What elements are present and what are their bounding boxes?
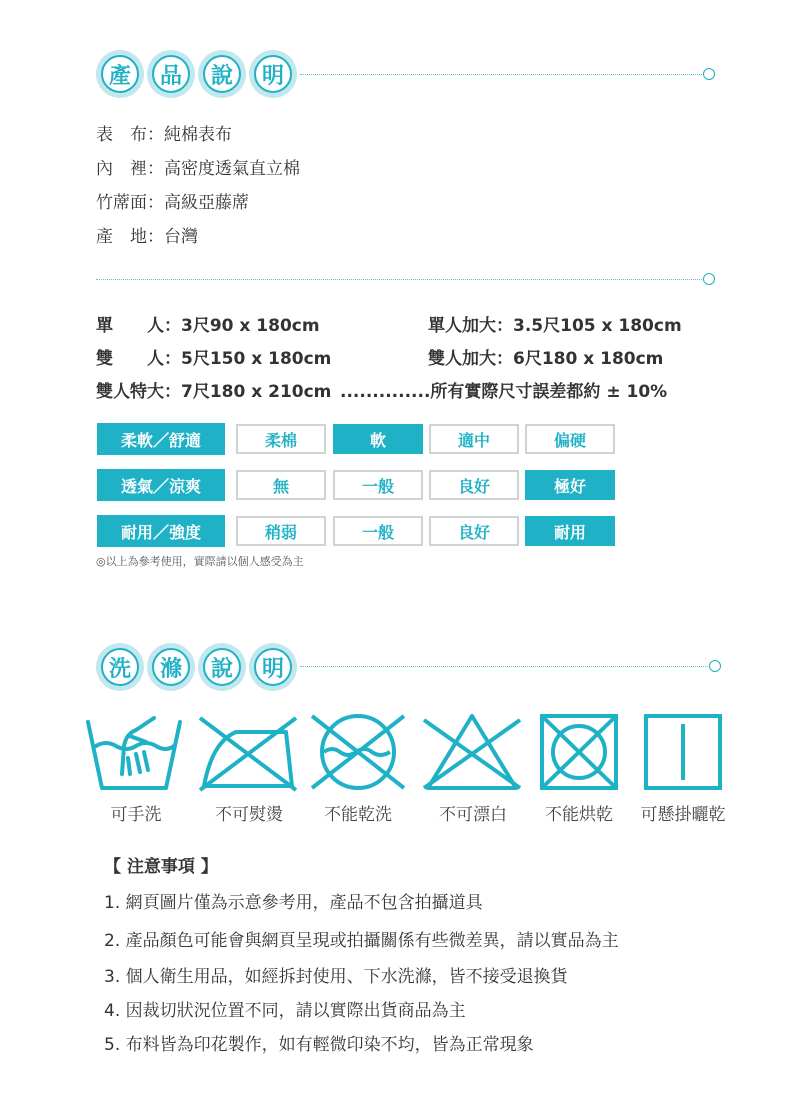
rating-option: 良好 [429, 470, 519, 500]
section-divider [96, 279, 704, 280]
wash-label: 可手洗 [110, 805, 162, 825]
hang-dry-icon [642, 712, 724, 792]
title-char-circle: 說 [198, 643, 246, 691]
rating-option: 柔棉 [236, 424, 326, 454]
wash-label: 不可漂白 [439, 805, 507, 825]
title-char-circle: 說 [198, 50, 246, 98]
rating-option: 稍弱 [236, 516, 326, 546]
size-double-plus: 雙人加大：6尺180 x 180cm [428, 349, 664, 369]
rating-option: 偏硬 [525, 424, 615, 454]
size-single-plus: 單人加大：3.5尺105 x 180cm [428, 316, 682, 336]
no-iron-icon [196, 712, 300, 792]
title-char-circle: 品 [147, 50, 195, 98]
rating-option-selected: 耐用 [525, 516, 615, 546]
divider-end-circle [703, 273, 715, 285]
wash-label: 不能乾洗 [324, 805, 392, 825]
notice-item: 5. 布料皆為印花製作，如有輕微印染不均，皆為正常現象 [104, 1035, 534, 1055]
divider-end-circle [703, 68, 715, 80]
size-double: 雙 人：5尺150 x 180cm [96, 349, 332, 369]
rating-option-selected: 軟 [333, 424, 423, 454]
wash-section-title [96, 643, 297, 691]
hand-wash-icon [84, 712, 184, 792]
spec-row: 竹蓆面：高級亞藤蓆 [96, 193, 249, 213]
spec-row: 內 裡：高密度透氣直立棉 [96, 159, 300, 179]
size-double-xl: 雙人特大：7尺180 x 210cm [96, 382, 332, 402]
size-tolerance: ..............所有實際尺寸誤差都約 ± 10% [340, 382, 668, 402]
product-section-title [96, 50, 297, 98]
notice-item: 4. 因裁切狀況位置不同，請以實際出貨商品為主 [104, 1001, 466, 1021]
notice-title: 【 注意事項 】 [104, 857, 218, 877]
title-divider [300, 74, 704, 75]
divider-end-circle [709, 660, 721, 672]
rating-category: 耐用／強度 [97, 515, 225, 547]
spec-row: 產 地：台灣 [96, 227, 198, 247]
notice-item: 1. 網頁圖片僅為示意參考用，產品不包含拍攝道具 [104, 893, 483, 913]
size-single: 單 人：3尺90 x 180cm [96, 316, 320, 336]
notice-item: 2. 產品顏色可能會與網頁呈現或拍攝關係有些微差異，請以實品為主 [104, 931, 619, 951]
notice-item: 3. 個人衛生用品，如經拆封使用、下水洗滌，皆不接受退換貨 [104, 967, 568, 987]
wash-label: 不能烘乾 [545, 805, 613, 825]
wash-label: 可懸掛曬乾 [640, 805, 726, 825]
rating-option: 一般 [333, 516, 423, 546]
wash-label: 不可熨燙 [215, 805, 283, 825]
rating-option: 無 [236, 470, 326, 500]
no-dry-clean-icon [308, 712, 408, 792]
title-divider [300, 666, 710, 667]
title-char-circle: 洗 [96, 643, 144, 691]
title-char-circle: 明 [249, 643, 297, 691]
title-char-circle: 滌 [147, 643, 195, 691]
rating-category: 透氣／涼爽 [97, 469, 225, 501]
rating-option: 適中 [429, 424, 519, 454]
spec-row: 表 布：純棉表布 [96, 125, 232, 145]
rating-option-selected: 極好 [525, 470, 615, 500]
title-char-circle: 產 [96, 50, 144, 98]
rating-option: 一般 [333, 470, 423, 500]
rating-option: 良好 [429, 516, 519, 546]
ratings-note: ◎以上為參考使用，實際請以個人感受為主 [96, 555, 304, 568]
no-tumble-dry-icon [538, 712, 620, 792]
rating-category: 柔軟／舒適 [97, 423, 225, 455]
title-char-circle: 明 [249, 50, 297, 98]
no-bleach-icon [420, 712, 524, 792]
